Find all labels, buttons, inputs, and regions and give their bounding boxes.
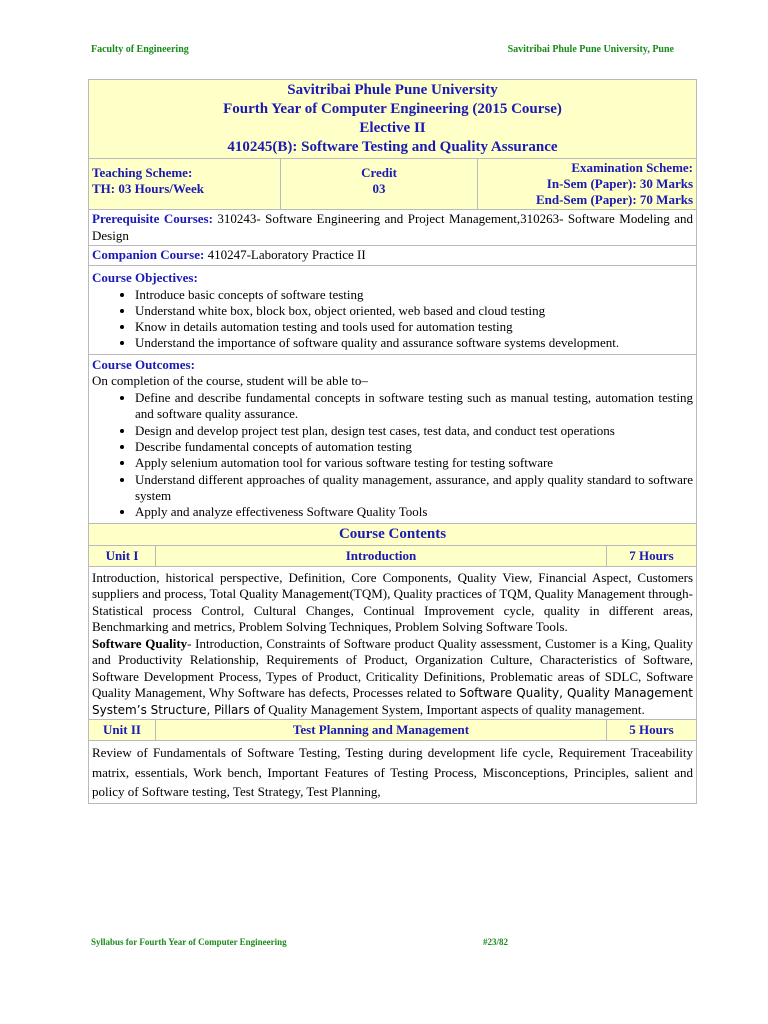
credit [281, 159, 478, 210]
credit-value: 03 [372, 181, 386, 196]
course-title: 410245(B): Software Testing and Quality Assurance [227, 139, 558, 155]
page-number: #23/82 [483, 937, 509, 947]
unit-paragraph: Introduction, historical perspective, Definition, Core Components, Quality View, Financial Aspect, Customers suppliers and process, Total Quality Management(TQM), Quality practices of TQM, Quality Management through- Statistical process Control, Cultural Changes, Continual Improvement cycle, quality in different areas, Benchmarking and metrics, Problem Solving Techniques, Problem Solving Software Tools. [92, 569, 694, 635]
objectives-cell [89, 265, 697, 354]
title-row [89, 80, 697, 159]
companion-row [89, 246, 697, 266]
course-contents-row [89, 523, 697, 545]
list-item: • Apply selenium automation tool for various software testing for testing software [135, 455, 693, 471]
prerequisite-label: Prerequisite Courses: [92, 211, 213, 226]
scheme-row [89, 159, 697, 210]
unit-title: Test Planning and Management [156, 720, 607, 741]
list-item: • Know in details automation testing and tools used for automation testing [135, 319, 693, 335]
unit-number: Unit II [89, 720, 156, 741]
prerequisite-row [89, 210, 697, 246]
outcomes-list [92, 390, 693, 520]
unit-1-body [89, 566, 697, 720]
list-item: • Describe fundamental concepts of automation testing [135, 439, 693, 455]
unit-content [89, 566, 697, 720]
exam-scheme-label: Examination Scheme: [571, 160, 694, 175]
unit-text: Software Quality, Quality Management System’s Structure, Pillars of [92, 686, 694, 717]
outcomes-intro: On completion of the course, student will be able to– [92, 372, 368, 388]
page-header-right: Savitribai Phule Pune University, Pune [507, 44, 674, 55]
university-name: Savitribai Phule Pune University [287, 82, 498, 98]
exam-insem: In-Sem (Paper): 30 Marks [546, 176, 694, 191]
unit-hours: 7 Hours [607, 545, 697, 566]
course-contents-heading: Course Contents [89, 523, 697, 545]
outcomes-label: Course Outcomes: [92, 356, 195, 372]
unit-2-header [89, 720, 697, 741]
list-item: • Understand white box, block box, object oriented, web based and cloud testing [135, 303, 693, 319]
companion-text: 410247-Laboratory Practice II [204, 247, 366, 262]
unit-content: Review of Fundamentals of Software Testing, Testing during development life cycle, Requirement Traceability matrix, essentials, Work bench, Important Features of Testing Process, Misconceptions, Principles, salient and policy of Software testing, Test Strategy, Test Planning, [89, 741, 697, 804]
teaching-scheme-label: Teaching Scheme: [92, 165, 193, 180]
unit-hours: 5 Hours [607, 720, 697, 741]
list-item: • Understand different approaches of quality management, assurance, and apply quality standard to software system [135, 472, 693, 505]
elective-label: Elective II [359, 120, 426, 136]
objectives-label: Course Objectives: [92, 269, 198, 285]
prerequisite-text: 310243- Software Engineering and Project Management,310263- Software Modeling and Design [92, 211, 694, 243]
software-quality-label: Software Quality [92, 635, 188, 651]
examination-scheme [478, 159, 697, 210]
teaching-scheme-value: TH: 03 Hours/Week [92, 181, 204, 196]
companion-cell [89, 246, 697, 266]
outcomes-row [89, 354, 697, 523]
prerequisite-cell [89, 210, 697, 246]
unit-title: Introduction [156, 545, 607, 566]
unit-1-header [89, 545, 697, 566]
program-title: Fourth Year of Computer Engineering (2015 Course) [223, 101, 562, 117]
unit-text: - Introduction, Constraints of Software product Quality assessment, Customer is a King, Quality and Productivity Relationship, Requirements of Product, Organization Culture, Characteristics of Software, Software Development Process, Types of Product, Criticality Definitions, Problematic areas of SDLC, Software Quality Management, Why Software has defects, Processes related to [92, 635, 694, 701]
list-item: • Introduce basic concepts of software testing [135, 287, 693, 303]
list-item: • Apply and analyze effectiveness Software Quality Tools [135, 504, 693, 520]
page-footer-left: Syllabus for Fourth Year of Computer Engineering [91, 937, 287, 947]
companion-label: Companion Course: [92, 247, 205, 262]
outcomes-cell [89, 354, 697, 523]
list-item: • Define and describe fundamental concepts in software testing such as manual testing, automation testing and software quality assurance. [135, 390, 693, 423]
list-item: • Understand the importance of software quality and assurance software systems development. [135, 335, 693, 351]
title-block [89, 80, 697, 159]
page-header-left: Faculty of Engineering [91, 44, 189, 55]
unit-paragraph [92, 636, 693, 719]
teaching-scheme [89, 159, 281, 210]
unit-number: Unit I [89, 545, 156, 566]
exam-endsem: End-Sem (Paper): 70 Marks [535, 192, 694, 207]
unit-2-body [89, 741, 697, 804]
list-item: • Design and develop project test plan, design test cases, test data, and conduct test operations [135, 423, 693, 439]
credit-label: Credit [361, 165, 397, 180]
unit-text: Quality Management System, Important aspects of quality management. [264, 701, 645, 717]
syllabus-table [88, 79, 697, 804]
objectives-row [89, 265, 697, 354]
objectives-list [92, 287, 693, 352]
